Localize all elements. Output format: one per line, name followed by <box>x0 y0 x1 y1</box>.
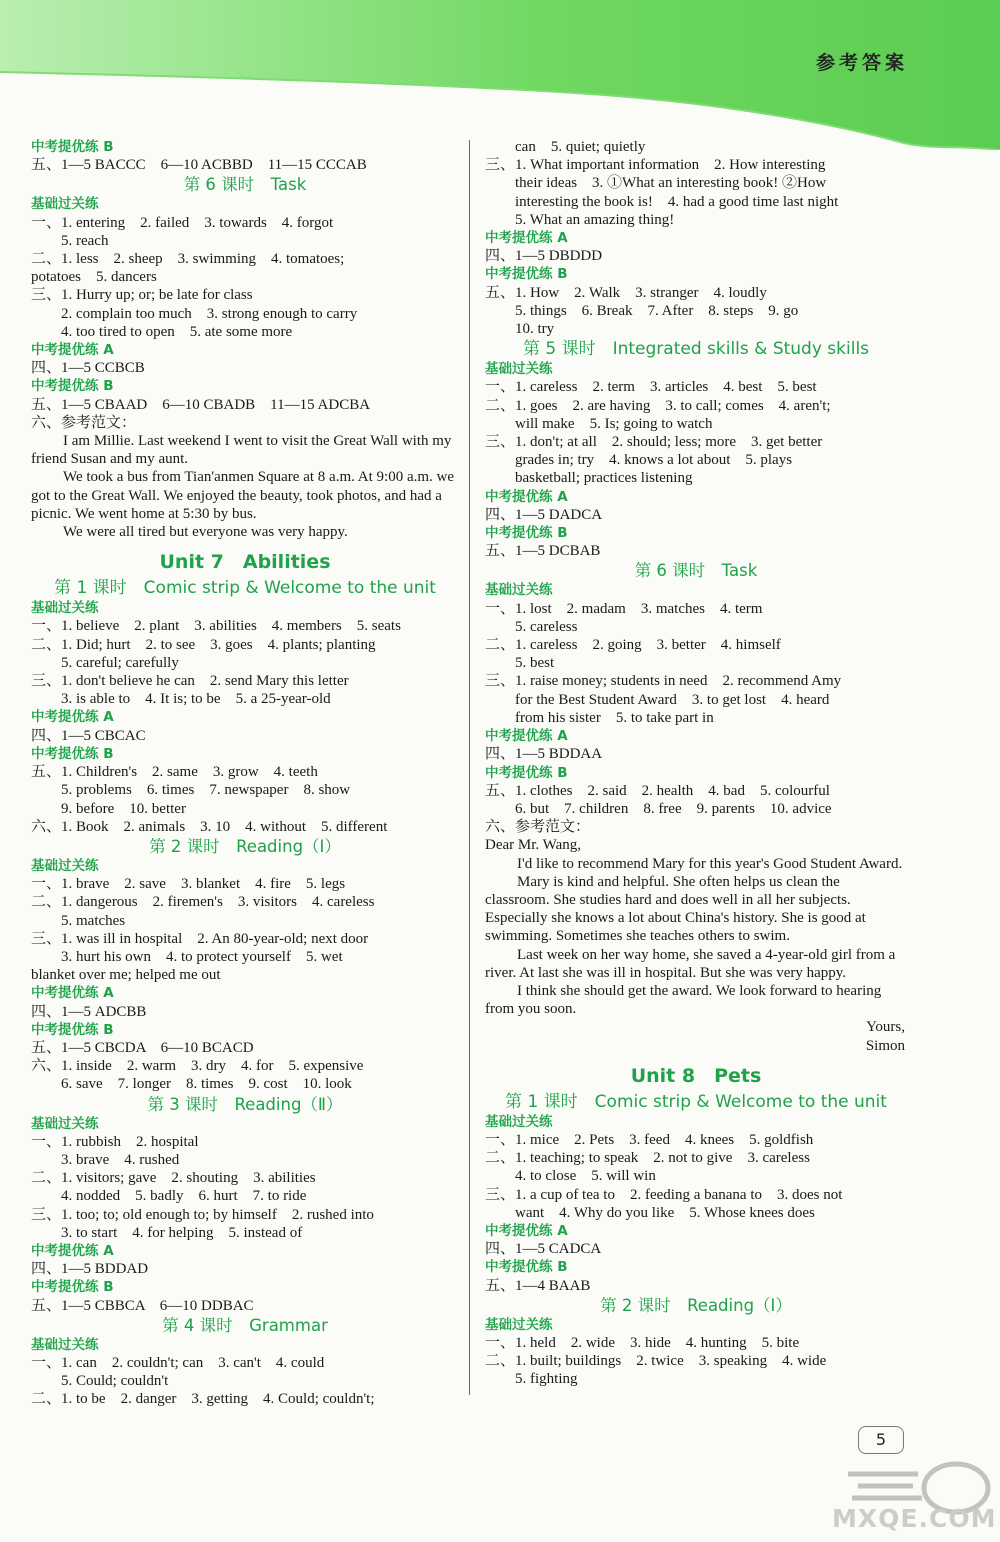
essay-paragraph: I'd like to recommend Mary for this year's Good Student Award. <box>517 855 903 872</box>
answer-line: 三、1. Hurry up; or; be late for class <box>31 287 253 304</box>
answer-line: 三、1. a cup of tea to 2. feeding a banana to 3. does not <box>485 1186 843 1203</box>
lesson-heading: 第 2 课时 Reading（Ⅰ） <box>149 836 341 856</box>
answer-line: 三、1. raise money; students in need 2. recommend Amy <box>485 673 842 690</box>
section-tag: 中考提优练 B <box>31 378 114 395</box>
answer-line-indented: 3. brave 4. rushed <box>61 1151 180 1168</box>
answer-line: 五、1—5 CBCDA 6—10 BCACD <box>31 1039 254 1056</box>
section-tag: 中考提优练 B <box>31 1279 114 1296</box>
answer-line-indented: 5. reach <box>61 232 109 249</box>
answer-line: 四、1—5 CBCAC <box>31 727 146 744</box>
answer-line: 五、1—5 CBBCA 6—10 DDBAC <box>31 1297 254 1314</box>
answer-line: 二、1. careless 2. going 3. better 4. himself <box>485 637 781 654</box>
essay-paragraph: We took a bus from Tian'anmen Square at 8 a.m. At 9:00 a.m. we got to the Great Wall. We enjoyed the beauty, took photos, and had a picnic. We went home at 5:30 by bus. <box>31 469 455 522</box>
answer-line: 五、1. clothes 2. said 2. health 4. bad 5. colourful <box>485 782 830 799</box>
answer-line: 二、1. to be 2. danger 3. getting 4. Could; couldn't; <box>31 1391 375 1408</box>
essay-paragraph: Last week on her way home, she saved a 4-year-old girl from a river. At last she was ill in hospital. But she was very happy. <box>485 946 896 981</box>
answer-line-indented: want 4. Why do you like 5. Whose knees does <box>515 1204 815 1221</box>
answer-line: 二、1. goes 2. are having 3. to call; comes 4. aren't; <box>485 397 831 414</box>
lesson-heading: 第 2 课时 Reading（Ⅰ） <box>600 1295 792 1315</box>
answer-line: 一、1. mice 2. Pets 3. feed 4. knees 5. goldfish <box>485 1131 814 1148</box>
page-number: 5 <box>858 1426 904 1454</box>
answer-line: 三、1. was ill in hospital 2. An 80-year-old; next door <box>31 930 369 947</box>
answer-line: 一、1. entering 2. failed 3. towards 4. forgot <box>31 214 334 231</box>
answer-line-indented: 5. fighting <box>515 1371 578 1388</box>
answer-line: 一、1. rubbish 2. hospital <box>31 1133 199 1150</box>
answer-line: 三、1. What important information 2. How interesting <box>485 157 826 174</box>
answer-line: 二、1. dangerous 2. firemen's 3. visitors 4. careless <box>31 894 375 911</box>
section-tag: 基础过关练 <box>31 600 99 617</box>
answer-line: 四、1—5 BDDAA <box>485 746 603 763</box>
answer-line: 四、1—5 DADCA <box>485 506 603 523</box>
header-title: 参考答案 <box>815 52 908 74</box>
answer-column-left <box>31 138 459 1409</box>
answer-line: 二、1. visitors; gave 2. shouting 3. abilities <box>31 1170 316 1187</box>
answer-line-indented: 6. save 7. longer 8. times 9. cost 10. look <box>61 1076 352 1093</box>
answer-line-indented: 2. complain too much 3. strong enough to carry <box>61 305 358 322</box>
section-tag: 基础过关练 <box>485 582 553 599</box>
section-tag: 中考提优练 A <box>485 728 568 745</box>
answer-line: 一、1. held 2. wide 3. hide 4. hunting 5. bite <box>485 1334 800 1351</box>
answer-line: 六、参考范文： <box>485 819 591 836</box>
watermark-logo <box>828 1456 1000 1537</box>
answer-line: 五、1—5 DCBAB <box>485 543 601 560</box>
section-tag: 中考提优练 B <box>485 1259 568 1276</box>
answer-line-indented: basketball; practices listening <box>515 470 693 487</box>
answer-line-indented: from his sister 5. to take part in <box>515 709 714 726</box>
answer-line: 六、参考范文： <box>31 414 137 431</box>
watermark-text: MXQE.COM <box>832 1504 997 1533</box>
lesson-heading: 第 3 课时 Reading（Ⅱ） <box>147 1094 343 1114</box>
signature-line: Yours, <box>866 1019 905 1036</box>
answer-line: 三、1. don't believe he can 2. send Mary this letter <box>31 673 349 690</box>
answer-line-indented: 5. Could; couldn't <box>61 1373 169 1390</box>
answer-line-indented: their ideas 3. ①What an interesting book! ②How <box>515 175 827 192</box>
answer-line-indented: can 5. quiet; quietly <box>515 139 646 155</box>
section-tag: 基础过关练 <box>31 857 99 874</box>
section-tag: 中考提优练 A <box>485 488 568 505</box>
answer-line: blanket over me; helped me out <box>31 967 221 984</box>
answer-line: 六、1. inside 2. warm 3. dry 4. for 5. expensive <box>31 1058 364 1075</box>
signature-line: Simon <box>865 1037 905 1054</box>
lesson-heading: 第 4 课时 Grammar <box>162 1315 328 1335</box>
unit-heading: Unit 7 Abilities <box>159 551 331 574</box>
answer-line-indented: 5. careless <box>515 618 578 635</box>
answer-line-indented: 10. try <box>515 321 555 338</box>
answer-line-indented: 4. to close 5. will win <box>515 1168 656 1185</box>
section-tag: 基础过关练 <box>31 1115 99 1132</box>
answer-line: 五、1—5 BACCC 6—10 ACBBD 11—15 CCCAB <box>31 157 367 174</box>
answer-line: 二、1. Did; hurt 2. to see 3. goes 4. plants; planting <box>31 636 376 653</box>
answer-line-indented: 3. to start 4. for helping 5. instead of <box>61 1224 303 1241</box>
answer-line: 一、1. careless 2. term 3. articles 4. best 5. best <box>485 379 817 396</box>
answer-column-right <box>485 138 907 1389</box>
answer-line-indented: 9. before 10. better <box>61 800 186 817</box>
answer-line: 四、1—5 ADCBB <box>31 1003 147 1020</box>
answer-line-indented: 4. nodded 5. badly 6. hurt 7. to ride <box>61 1188 307 1205</box>
answer-line: 五、1. How 2. Walk 3. stranger 4. loudly <box>485 284 767 301</box>
answer-line: 一、1. believe 2. plant 3. abilities 4. members 5. seats <box>31 618 401 635</box>
header-green-wave <box>0 0 1000 150</box>
section-tag: 中考提优练 A <box>31 342 114 359</box>
answer-line: 四、1—5 BDDAD <box>31 1261 149 1278</box>
lesson-heading: 第 6 课时 Task <box>183 175 307 195</box>
answer-line: 三、1. too; to; old enough to; by himself 2. rushed into <box>31 1206 374 1223</box>
answer-line: 五、1—5 CBAAD 6—10 CBADB 11—15 ADCBA <box>31 396 371 413</box>
answer-line-indented: will make 5. Is; going to watch <box>515 415 713 432</box>
essay-paragraph: I think she should get the award. We look forward to hearing from you soon. <box>485 982 882 1018</box>
essay-paragraph: Mary is kind and helpful. She often helps us clean the classroom. She studies hard and does well in all her subjects. Especially she knows a lot about China's history. She is good at swimming. Sometimes she teaches others to swim. <box>485 873 866 945</box>
answer-line-indented: 5. What an amazing thing! <box>515 211 675 228</box>
section-tag: 中考提优练 B <box>485 525 568 542</box>
lesson-heading: 第 1 课时 Comic strip & Welcome to the unit <box>505 1091 887 1112</box>
section-tag: 中考提优练 A <box>31 985 114 1002</box>
answer-line-indented: 5. things 6. Break 7. After 8. steps 9. go <box>515 302 799 319</box>
essay-paragraph: I am Millie. Last weekend I went to visit the Great Wall with my friend Susan and my aunt. <box>31 433 452 468</box>
answer-line: 四、1—5 CCBCB <box>31 360 145 377</box>
section-tag: 中考提优练 A <box>31 1242 114 1259</box>
answer-line: 四、1—5 CADCA <box>485 1241 602 1258</box>
section-tag: 中考提优练 B <box>485 266 568 283</box>
answer-line: potatoes 5. dancers <box>31 269 157 286</box>
lesson-heading: 第 5 课时 Integrated skills & Study skills <box>522 339 870 360</box>
answer-line-indented: 3. hurt his own 4. to protect yourself 5. wet <box>61 948 343 965</box>
section-tag: 中考提优练 B <box>31 1021 114 1038</box>
section-tag: 基础过关练 <box>31 1336 99 1353</box>
answer-line: 三、1. don't; at all 2. should; less; more 3. get better <box>485 434 823 451</box>
answer-line: 二、1. built; buildings 2. twice 3. speaking 4. wide <box>485 1353 827 1370</box>
answer-line-indented: 4. too tired to open 5. ate some more <box>61 323 293 340</box>
section-tag: 基础过关练 <box>31 196 99 213</box>
section-tag: 中考提优练 B <box>485 764 568 781</box>
answer-line-indented: 5. best <box>515 655 555 672</box>
answer-line: 四、1—5 DBDDD <box>485 248 603 265</box>
answer-line: 二、1. less 2. sheep 3. swimming 4. tomatoes; <box>31 251 345 268</box>
section-tag: 中考提优练 B <box>31 745 114 762</box>
answer-line: 一、1. lost 2. madam 3. matches 4. term <box>485 600 763 617</box>
answer-line-indented: 5. matches <box>61 912 126 929</box>
section-tag: 基础过关练 <box>485 1113 553 1130</box>
answer-line-indented: 3. is able to 4. It is; to be 5. a 25-year-old <box>61 691 331 708</box>
answer-line: 六、1. Book 2. animals 3. 10 4. without 5. different <box>31 818 388 835</box>
answer-line-indented: 5. problems 6. times 7. newspaper 8. show <box>61 782 351 799</box>
lesson-heading: 第 1 课时 Comic strip & Welcome to the unit <box>54 578 436 599</box>
answer-line: 一、1. can 2. couldn't; can 3. can't 4. could <box>31 1354 325 1371</box>
section-tag: 中考提优练 A <box>485 230 568 247</box>
answer-line-indented: 6. but 7. children 8. free 9. parents 10. advice <box>515 800 832 817</box>
answer-line-indented: for the Best Student Award 3. to get lost 4. heard <box>515 691 830 708</box>
section-tag: 中考提优练 B <box>31 139 114 155</box>
answer-line: 五、1—4 BAAB <box>485 1277 591 1294</box>
lesson-heading: 第 6 课时 Task <box>634 561 758 581</box>
answer-line: 五、1. Children's 2. same 3. grow 4. teeth <box>31 764 318 781</box>
section-tag: 中考提优练 A <box>485 1222 568 1239</box>
section-tag: 基础过关练 <box>485 1316 553 1333</box>
answer-line-indented: grades in; try 4. knows a lot about 5. plays <box>515 452 793 469</box>
answer-line: Dear Mr. Wang, <box>485 837 581 854</box>
essay-paragraph: We were all tired but everyone was very happy. <box>63 524 348 541</box>
section-tag: 中考提优练 A <box>31 709 114 726</box>
answer-line-indented: 5. careful; carefully <box>61 654 179 671</box>
answer-line-indented: interesting the book is! 4. had a good time last night <box>515 193 839 210</box>
column-divider <box>469 140 470 1395</box>
header-band <box>0 0 1000 150</box>
unit-heading: Unit 8 Pets <box>630 1064 762 1087</box>
answer-line: 二、1. teaching; to speak 2. not to give 3. careless <box>485 1150 810 1167</box>
section-tag: 基础过关练 <box>485 361 553 378</box>
answer-line: 一、1. brave 2. save 3. blanket 4. fire 5. legs <box>31 876 346 893</box>
